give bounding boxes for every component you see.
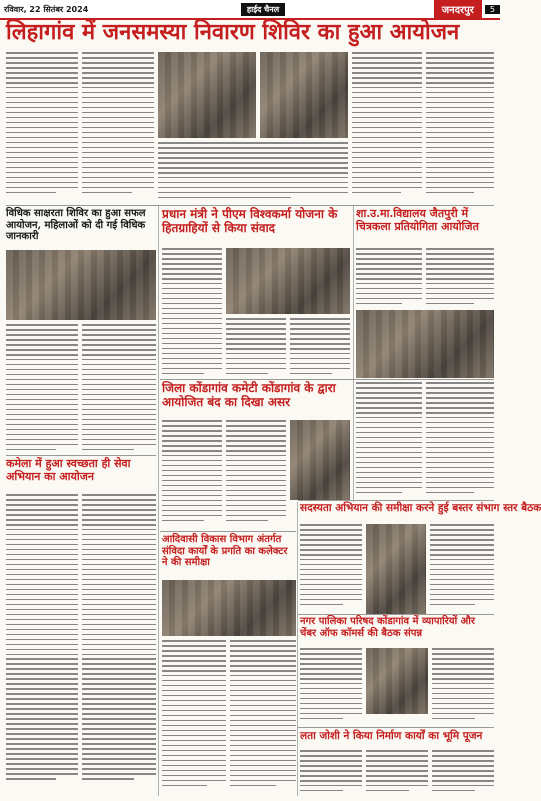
- lead-photo-1: [158, 52, 256, 138]
- divider: [6, 205, 494, 206]
- story-right-1-col-1: [356, 248, 422, 308]
- story-mid-3-photo: [162, 580, 296, 636]
- lead-col-1: [6, 52, 78, 202]
- story-left-1-photo: [6, 250, 156, 320]
- story-mid-3-col-1: [162, 640, 226, 794]
- lead-photo-2: [260, 52, 348, 138]
- story-right-3-photo: [366, 648, 428, 714]
- divider: [298, 614, 494, 615]
- story-mid-3-col-2: [230, 640, 296, 794]
- story-right-4-col-3: [432, 750, 494, 796]
- story-right-2-photo: [366, 524, 426, 614]
- column-divider: [158, 206, 159, 796]
- story-left-1-col-2: [82, 324, 156, 454]
- page-number: 5: [485, 5, 500, 14]
- lead-col-4: [352, 52, 422, 202]
- story-right-2-col-1: [356, 382, 422, 498]
- divider: [298, 500, 494, 501]
- section-name: जनदरपुर: [434, 0, 482, 18]
- story-right-1-photo: [356, 310, 494, 378]
- divider: [298, 727, 494, 728]
- story-mid-1-col-3: [290, 318, 350, 378]
- lead-col-2: [82, 52, 154, 202]
- story-left-2-col-1: [6, 494, 78, 794]
- story-mid-2-col-2: [226, 420, 286, 530]
- story-mid-1-photo: [226, 248, 350, 314]
- section-header: [434, 0, 500, 18]
- story-right-3-headline: नगर पालिका परिषद कोंडागांव में व्यापारियों और चेंबर ऑफ कॉमर्स की बैठक संपन्न: [300, 616, 475, 639]
- column-divider: [297, 502, 298, 796]
- story-right-4-headline: लता जोशी ने किया निर्माण कार्यों का भूमि पूजन: [300, 730, 483, 742]
- story-right-3-col-1: [300, 648, 362, 728]
- story-left-1-headline: विधिक साक्षरता शिविर का हुआ सफल आयोजन, महिलाओं को दी गई विधिक जानकारी: [6, 208, 146, 242]
- story-right-1-col-2: [426, 248, 494, 308]
- lead-headline: लिहागांव में जनसमस्या निवारण शिविर का हुआ आयोजन: [6, 19, 460, 45]
- story-left-1-col-1: [6, 324, 78, 454]
- story-mid-1-col-2: [226, 318, 286, 378]
- story-right-1-headline: शा.उ.मा.विद्यालय जैतपुरी में चित्रकला प्रतियोगिता आयोजित: [356, 207, 479, 233]
- story-right-2-col-2: [426, 382, 494, 498]
- story-right-4-col-2: [366, 750, 428, 796]
- story-mid-2-photo: [290, 420, 350, 500]
- issue-date: रविवार, 22 सितंबर 2024: [0, 4, 92, 15]
- column-divider: [353, 206, 354, 502]
- story-right-3-col-2: [432, 648, 494, 728]
- story-right-2-col-3: [300, 524, 362, 614]
- lead-col-5: [426, 52, 494, 202]
- masthead: [0, 0, 500, 20]
- story-left-2-col-2: [82, 494, 156, 794]
- divider: [6, 455, 156, 456]
- brand-name: हाईद चैनल: [241, 3, 285, 16]
- story-mid-1-col-1: [162, 248, 222, 378]
- story-mid-3-headline: आदिवासी विकास विभाग अंतर्गत संविदा कार्यों के प्रगति का कलेक्टर ने की समीक्षा: [162, 534, 288, 568]
- lead-col-3: [158, 142, 348, 202]
- story-mid-2-col-1: [162, 420, 222, 530]
- story-mid-2-headline: जिला कोंडागांव कमेटी कोंडागांव के द्वारा आयोजित बंद का दिखा असर: [162, 381, 336, 409]
- story-right-4-col-1: [300, 750, 362, 796]
- story-mid-1-headline: प्रधान मंत्री ने पीएम विश्वकर्मा योजना के हितग्राहियों से किया संवाद: [162, 207, 338, 235]
- story-right-2-headline: सदस्यता अभियान की समीक्षा करने हुई बस्तर संभाग स्तर बैठक: [300, 502, 541, 514]
- story-left-2-headline: कमेला में हुआ स्वच्छता ही सेवा अभियान का आयोजन: [6, 457, 131, 483]
- divider: [160, 531, 296, 532]
- story-right-2-col-4: [430, 524, 494, 614]
- divider: [160, 379, 494, 380]
